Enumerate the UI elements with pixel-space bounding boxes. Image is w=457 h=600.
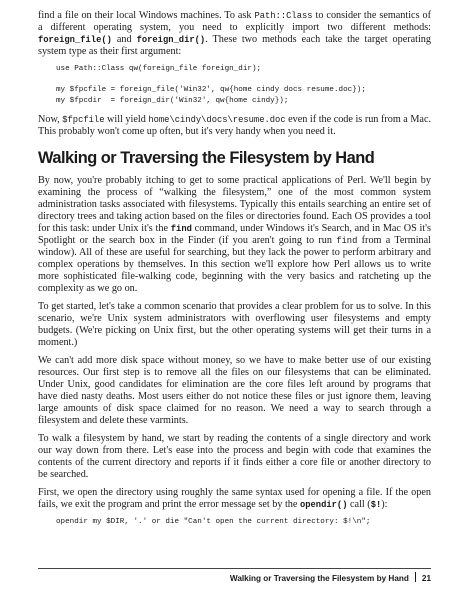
paragraph-scenario: To get started, let's take a common scenario that provides a clear problem for us to solve. In this scenario, we're Unix system administrators with overflowing user filesystems and empty budgets. (We're picking on Unix first, but the other operating systems will get their turns in a moment.): [38, 301, 431, 348]
code-block-opendir: opendir my $DIR, '.' or die "Can't open the current directory: $!\n";: [56, 518, 371, 526]
page-footer: [38, 568, 431, 586]
footer-separator: [415, 572, 416, 582]
paragraph-fpcfile: Now, $fpcfile will yield home\cindy\docs\resume.doc even if the code is run from a Mac. This probably won't come up often, but it's very handy when you need it.: [38, 114, 432, 137]
inline-code: Path::Class: [254, 11, 313, 21]
paragraph-disk-space: We can't add more disk space without money, so we have to make better use of our existing resources. Our first step is to remove all the files on our filesystems that can be eliminated. Under Unix, good candidates for elimination are the core files left around by programs that have died nasty deaths. Most users either do not notice these files or just ignore them, leaving large amounts of disk space claimed for no reason. We need a way to search through a filesystem and delete these varmints.: [38, 355, 431, 426]
inline-code: home\cindy\docs\resume.doc: [148, 115, 286, 125]
paragraph-foreign-methods: find a file on their local Windows machines. To ask Path::Class to consider the semantics of a different operating system, you need to explicitly import two different methods: foreign_file() and foreign_dir(). These two methods each take the target operating system type as their first argument:: [38, 10, 431, 57]
inline-code: find: [170, 224, 192, 234]
section-heading: Walking or Traversing the Filesystem by Hand: [38, 149, 375, 167]
page-number: 21: [421, 574, 431, 583]
inline-code: opendir(): [299, 500, 348, 510]
footer-title: Walking or Traversing the Filesystem by Hand: [229, 574, 409, 583]
inline-code: find: [336, 236, 358, 246]
inline-code: $!: [370, 500, 382, 510]
code-block-foreign: use Path::Class qw(foreign_file foreign_dir); my $fpcfile = foreign_file('Win32', qw{home cindy docs resume.doc}); my $fpcdir = foreign_dir('Win32', qw{home cindy});: [56, 65, 366, 105]
paragraph-intro: By now, you're probably itching to get to some practical applications of Perl. We'll begin by examining the process of “walking the filesystem,” one of the most common system administration tasks associated with filesystems. Typically this entails searching an entire set of directory trees and taking action based on the files or directories found. Each OS provides a tool for this task: under Unix it's the find command, under Windows it's Search, and in Mac OS it's Spotlight or the search box in the Finder (if you aren't going to run find from a Terminal window). All of these are useful for searching, but they lack the power to perform arbitrary and complex operations by themselves. In this section we'll explore how Perl allows us to write more sophisticated file-walking code, beginning with the very basics and ratcheting up the complexity as we go on.: [38, 175, 431, 294]
inline-code: foreign_dir(): [136, 35, 206, 45]
inline-code: $fpcfile: [62, 115, 105, 125]
paragraph-opendir: First, we open the directory using roughly the same syntax used for opening a file. If the open fails, we exit the program and print the error message set by the opendir() call ($!):: [38, 487, 431, 510]
paragraph-walk: To walk a filesystem by hand, we start by reading the contents of a single directory and work our way down from there. Let's ease into the process and begin with code that examines the contents of the current directory and reports if it finds either a core file or another directory to be searched.: [38, 433, 431, 480]
inline-code: foreign_file(): [38, 35, 112, 45]
